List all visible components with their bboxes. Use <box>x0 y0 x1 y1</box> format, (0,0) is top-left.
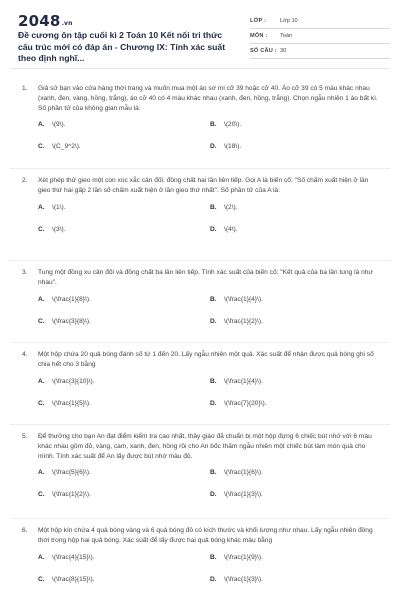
option-text: \(\frac{1}{4}\). <box>224 295 263 303</box>
answer-options <box>22 296 382 340</box>
option-text: \(20\). <box>224 121 242 129</box>
answer-option[interactable] <box>38 554 210 561</box>
answer-option[interactable] <box>38 491 210 498</box>
option-text: \(9\). <box>52 121 66 129</box>
question-divider <box>10 424 390 425</box>
document-title: Đề cương ôn tập cuối kì 2 Toán 10 Kết nối tri thức cấu trúc mới có đáp án - Chương IX: Tính xác suất theo định nghĩ... <box>18 30 226 63</box>
question-item <box>22 176 382 248</box>
question-text: Một hộp chứa 20 quả bóng đánh số từ 1 đến 20. Lấy ngẫu nhiên một quả. Xác suất để nhận được quả bóng ghi số chia hết cho 3 bằng <box>38 351 374 368</box>
logo-tld-text: .vn <box>61 20 73 27</box>
answer-option[interactable] <box>38 576 210 583</box>
option-text: \(\frac{1}{2}\). <box>52 491 91 499</box>
answer-option[interactable] <box>38 469 210 476</box>
option-letter: B. <box>210 203 217 211</box>
question-number: 6. <box>22 527 28 534</box>
question-text: Tung một đồng xu cân đối và đồng chất ba lần liên tiếp. Tính xác suất của biến cố: "Kết quả của ba lần tung là như nhau". <box>38 269 373 286</box>
question-item <box>22 84 382 165</box>
answer-option[interactable] <box>38 226 210 233</box>
option-letter: D. <box>210 491 217 499</box>
option-letter: B. <box>210 295 217 303</box>
option-text: \(\frac{4}{15}\). <box>52 553 95 561</box>
info-row-subject <box>250 29 390 44</box>
option-letter: C. <box>38 317 45 325</box>
option-letter: D. <box>210 317 217 325</box>
question-text: Một hộp kín chứa 4 quả bóng vàng và 6 quả bóng đỏ có kích thước và khối lượng như nhau. Lấy ngẫu nhiên đồng thời trong hộp hai quả bóng. Xác suất để lấy được hai quả bóng khác màu bằng <box>38 527 373 544</box>
option-text: \(3\). <box>52 225 66 233</box>
question-number: 4. <box>22 351 28 358</box>
question-text: Xét phép thử gieo một con xúc xắc cân đối, đồng chất hai lần liên tiếp. Gọi A là biến cố: "Số chấm xuất hiện ở lần gieo thứ hai gấp 2 lần số chấm xuất hiện ở lần gieo thứ nhất". Số phần tử của A là: <box>38 177 369 194</box>
answer-option[interactable] <box>210 491 382 498</box>
option-letter: C. <box>38 225 45 233</box>
option-text: \(\frac{1}{9}\). <box>224 553 263 561</box>
option-text: \(\frac{1}{6}\). <box>224 469 263 477</box>
option-letter: B. <box>210 121 217 129</box>
option-letter: B. <box>210 377 217 385</box>
header-divider <box>10 68 390 69</box>
option-letter: C. <box>38 399 45 407</box>
question-number: 2. <box>22 177 28 184</box>
answer-option[interactable] <box>210 121 382 128</box>
answer-option[interactable] <box>210 400 382 407</box>
option-letter: D. <box>210 575 217 583</box>
option-text: \(18\). <box>224 143 242 151</box>
option-letter: C. <box>38 491 45 499</box>
option-text: \(\frac{1}{4}\). <box>224 377 263 385</box>
answer-option[interactable] <box>210 296 382 303</box>
answer-option[interactable] <box>38 143 210 150</box>
option-text: \(\frac{3}{10}\). <box>52 377 95 385</box>
option-letter: C. <box>38 143 45 151</box>
info-label: MÔN : <box>250 33 268 39</box>
question-divider <box>10 518 390 519</box>
info-value: Toán <box>280 33 293 39</box>
option-letter: A. <box>38 203 45 211</box>
option-letter: A. <box>38 469 45 477</box>
answer-option[interactable] <box>210 204 382 211</box>
answer-option[interactable] <box>38 121 210 128</box>
answer-option[interactable] <box>38 318 210 325</box>
option-text: \(\frac{1}{2}\). <box>224 317 263 325</box>
option-text: \(1\). <box>52 203 66 211</box>
answer-options <box>22 469 382 513</box>
answer-option[interactable] <box>210 143 382 150</box>
answer-option[interactable] <box>210 554 382 561</box>
option-letter: A. <box>38 121 45 129</box>
question-number: 1. <box>22 85 28 92</box>
page-header <box>0 0 400 64</box>
answer-option[interactable] <box>38 296 210 303</box>
answer-options <box>22 554 382 598</box>
option-letter: A. <box>38 295 45 303</box>
option-letter: D. <box>210 143 217 151</box>
option-letter: D. <box>210 225 217 233</box>
answer-option[interactable] <box>210 226 382 233</box>
option-letter: A. <box>38 377 45 385</box>
answer-option[interactable] <box>38 400 210 407</box>
answer-options <box>22 121 382 165</box>
answer-options <box>22 378 382 422</box>
option-text: \(\frac{1}{5}\). <box>52 399 91 407</box>
answer-option[interactable] <box>38 204 210 211</box>
question-text: Giả sử bạn vào cửa hàng thời trang và muốn mua một áo sơ mi cỡ 39 hoặc cỡ 40. Áo cỡ 39 có 5 màu khác nhau (xanh, đen, vàng, hồng, trắng), áo cỡ 40 có 4 màu khác nhau (xanh, đen, hồng, trắng). Chọn ngẫu nhiên 1 áo bất kì. Số phần tử của không gian mẫu là: <box>38 85 378 112</box>
option-text: \(\frac{1}{3}\). <box>224 491 263 499</box>
question-divider <box>10 342 390 343</box>
option-text: \(C_9^2\). <box>52 143 81 151</box>
option-text: \(\frac{5}{6}\). <box>52 469 91 477</box>
question-text: Để thưởng cho bạn An đạt điểm kiểm tra cao nhất, thầy giáo đã chuẩn bị một hộp đựng 6 chiếc bút nhớ với 6 màu khác nhau gồm đỏ, vàng, cam, xanh, đen, hồng rồi cho An bốc thăm ngẫu nhiên một chiếc bút làm món quà cho mình. Tính xác suất để An lấy được bút nhớ màu đỏ. <box>38 433 372 460</box>
question-divider <box>10 260 390 261</box>
question-item <box>22 268 382 340</box>
question-divider <box>10 168 390 169</box>
option-text: \(\frac{8}{15}\). <box>52 575 95 583</box>
answer-option[interactable] <box>210 576 382 583</box>
info-panel <box>250 14 390 59</box>
answer-option[interactable] <box>210 378 382 385</box>
option-text: \(\frac{1}{8}\). <box>52 295 91 303</box>
answer-options <box>22 204 382 248</box>
option-letter: D. <box>210 399 217 407</box>
answer-option[interactable] <box>210 469 382 476</box>
question-item <box>22 432 382 513</box>
answer-option[interactable] <box>210 318 382 325</box>
site-logo[interactable] <box>18 12 73 30</box>
option-text: \(\frac{1}{3}\). <box>224 575 263 583</box>
answer-option[interactable] <box>38 378 210 385</box>
option-letter: B. <box>210 553 217 561</box>
question-item <box>22 350 382 422</box>
logo-main-text: 2048 <box>18 12 61 30</box>
option-letter: A. <box>38 553 45 561</box>
option-text: \(\frac{3}{8}\). <box>52 317 91 325</box>
question-number: 5. <box>22 433 28 440</box>
option-text: \(4\). <box>224 225 238 233</box>
info-row-question-count <box>250 44 390 59</box>
info-label: SỐ CÂU : <box>250 48 277 54</box>
info-row-class <box>250 14 390 29</box>
question-item <box>22 526 382 598</box>
option-text: \(\frac{7}{20}\). <box>224 399 267 407</box>
info-value: 30 <box>280 48 287 54</box>
option-letter: C. <box>38 575 45 583</box>
option-text: \(2\). <box>224 203 238 211</box>
info-value: Lớp 10 <box>280 18 298 24</box>
option-letter: B. <box>210 469 217 477</box>
info-label: LỚP : <box>250 18 267 24</box>
question-number: 3. <box>22 269 28 276</box>
